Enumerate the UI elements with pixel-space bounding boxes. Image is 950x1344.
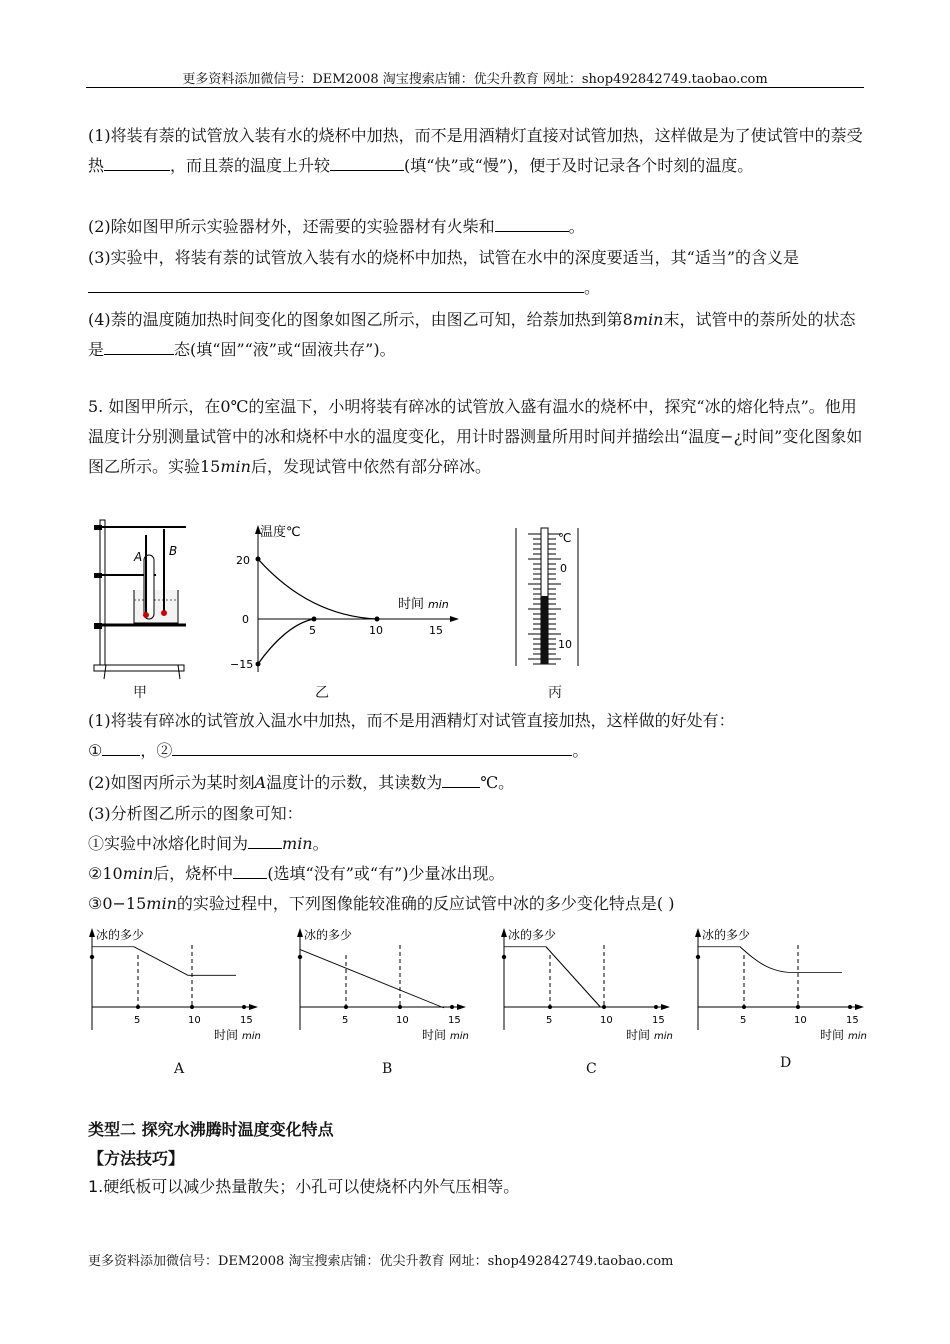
x-arrow (855, 1004, 864, 1010)
water-temperature-curve (258, 559, 377, 619)
x-axis-unit: min (654, 1031, 673, 1042)
ice-amount-curve (698, 947, 842, 973)
section-title: 类型二 探究水沸腾时温度变化特点 (88, 1120, 334, 1139)
ice-amount-curve (92, 947, 236, 976)
method-tip-1: 1.硬纸板可以减少热量散失；小孔可以使烧杯内外气压相等。 (88, 1177, 520, 1196)
beaker (134, 590, 178, 623)
option-letter-b[interactable]: B (382, 1061, 393, 1077)
answer-blank[interactable] (88, 274, 584, 293)
x-tick-dot (796, 1005, 800, 1009)
x-tick-dot (242, 1005, 246, 1009)
x-tick-dot (450, 1005, 454, 1009)
y-axis-label: 冰的多少 (702, 928, 751, 942)
x-tick-dot (136, 1005, 140, 1009)
x-tick-label: 10 (188, 1015, 201, 1026)
x-axis-label: 时间 (398, 597, 425, 612)
x-tick-dot (190, 1005, 194, 1009)
x-tick-label: 10 (794, 1015, 807, 1026)
x-axis-unit: min (848, 1031, 867, 1042)
option-graph-d[interactable] (694, 925, 874, 1045)
label-b: B (169, 544, 178, 558)
y-tick-minus15: −15 (230, 658, 254, 671)
q4-part4: (4)萘的温度随加热时间变化的图象如图乙所示，由图乙可知，给萘加热到第8min末，试管中的萘所处的状态是 态(填“固”“液”或“固液共存”)。 (88, 310, 856, 359)
x-tick-5: 5 (309, 624, 316, 637)
q5-part1: (1)将装有碎冰的试管放入温水中加热，而不是用酒精灯对试管直接加热，这样做的好处有： ① ，② 。 (88, 711, 735, 760)
start-point (90, 955, 94, 959)
y-tick-0: 0 (242, 613, 249, 626)
y-axis-label: 温度℃ (260, 525, 301, 540)
start-point (298, 955, 302, 959)
y-axis-label: 冰的多少 (304, 928, 353, 942)
x-tick-label: 15 (240, 1015, 253, 1026)
option-letter-c[interactable]: C (586, 1061, 597, 1077)
start-point (696, 955, 700, 959)
caption-yi: 乙 (315, 685, 329, 701)
option-graph-b[interactable] (296, 925, 476, 1045)
x-tick-15: 15 (429, 624, 443, 637)
option-letter-d[interactable]: D (780, 1055, 792, 1071)
x-tick-label: 5 (134, 1015, 141, 1026)
apparatus-figure (86, 515, 196, 680)
x-tick-dot (344, 1005, 348, 1009)
x-tick-label: 15 (448, 1015, 461, 1026)
option-letter-a[interactable]: A (174, 1061, 185, 1077)
x-tick-label: 15 (652, 1015, 665, 1026)
stand-base (94, 665, 184, 671)
x-tick-10: 10 (369, 624, 383, 637)
page-header: 更多资料添加微信号：DEM2008 淘宝搜索店铺：优尖升教育 网址：shop492842749.taobao.com (182, 72, 768, 87)
answer-blank[interactable] (104, 152, 170, 171)
x-tick-label: 10 (396, 1015, 409, 1026)
option-graph-c[interactable] (500, 925, 680, 1045)
stand-rod (100, 520, 105, 665)
x-axis-unit: min (428, 598, 449, 611)
q5-part2: (2)如图丙所示为某时刻A温度计的示数，其读数为 ℃。 (88, 768, 866, 798)
ice-amount-curve (504, 947, 600, 1007)
answer-blank[interactable] (495, 213, 569, 232)
x-tick-label: 5 (546, 1015, 553, 1026)
y-arrow (89, 928, 95, 937)
ice-temperature-curve (258, 619, 314, 664)
option-graph-a[interactable] (88, 925, 268, 1045)
x-tick-dot (848, 1005, 852, 1009)
x-tick-label: 10 (600, 1015, 613, 1026)
x-arrow (457, 1004, 466, 1010)
q5-part3: (3)分析图乙所示的图象可知： ①实验中冰熔化时间为 min。 ②10min后，烧杯中 (选填“没有”或“有”)少量冰出现。 ③0−15min的实验过程中，下列图像能较准确的反应试管中冰的多少变化特点是( ) (88, 804, 675, 913)
x-tick-dot (742, 1005, 746, 1009)
page-footer: 更多资料添加微信号：DEM2008 淘宝搜索店铺：优尖升教育 网址：shop492842749.taobao.com (88, 1254, 674, 1269)
caption-jia: 甲 (133, 685, 147, 701)
y-tick-20: 20 (236, 554, 250, 567)
temperature-time-chart (222, 522, 472, 682)
x-axis-unit: min (242, 1031, 261, 1042)
thermometer-tick-10: 10 (558, 638, 572, 651)
y-axis-label: 冰的多少 (508, 928, 557, 942)
caption-bing: 丙 (548, 685, 562, 701)
x-tick-dot (602, 1005, 606, 1009)
y-arrow (695, 928, 701, 937)
q4-part1: (1)将装有萘的试管放入装有水的烧杯中加热，而不是用酒精灯直接对试管加热，这样做是为了使试管中的萘受热 ，而且萘的温度上升较 (填“快”或“慢”)，便于及时记录各个时刻的温度。 (88, 126, 863, 175)
answer-blank[interactable] (248, 830, 282, 849)
x-tick-dot (398, 1005, 402, 1009)
answer-blank[interactable] (442, 769, 480, 788)
thermometer-unit: ℃ (558, 531, 572, 545)
q5-intro: 5. 如图甲所示，在0℃的室温下，小明将装有碎冰的试管放入盛有温水的烧杯中，探究“冰的熔化特点”。他用温度计分别测量试管中的冰和烧杯中水的温度变化，用计时器测量所用时间并描绘出“温度−¿时间”变化图象如图乙所示。实验15min后，发现试管中依然有部分碎冰。 (88, 397, 863, 476)
method-heading: 【方法技巧】 (88, 1149, 185, 1168)
q4-part3: (3)实验中，将装有萘的试管放入装有水的烧杯中加热，试管在水中的深度要适当，其“适当”的含义是。 (88, 248, 800, 297)
q4-part2: (2)除如图甲所示实验器材外，还需要的实验器材有火柴和 。 (88, 212, 866, 242)
thermometer-tick-0: 0 (560, 562, 567, 575)
x-tick-label: 15 (846, 1015, 859, 1026)
header-divider (86, 87, 864, 88)
answer-blank[interactable] (330, 152, 404, 171)
answer-blank[interactable] (233, 860, 267, 879)
answer-blank[interactable] (172, 737, 572, 756)
y-axis-label: 冰的多少 (96, 928, 145, 942)
y-arrow (501, 928, 507, 937)
x-arrow (661, 1004, 670, 1010)
x-axis-unit: min (450, 1031, 469, 1042)
start-point (502, 955, 506, 959)
label-a: A (134, 550, 143, 564)
x-tick-label: 5 (342, 1015, 349, 1026)
x-axis-label: 时间 (626, 1028, 651, 1042)
ice-amount-curve (300, 949, 444, 1007)
x-axis-label: 时间 (422, 1028, 447, 1042)
x-arrow (249, 1004, 258, 1010)
x-axis-label: 时间 (214, 1028, 239, 1042)
y-arrow (297, 928, 303, 937)
x-tick-dot (654, 1005, 658, 1009)
answer-blank[interactable] (102, 737, 140, 756)
x-tick-label: 5 (740, 1015, 747, 1026)
liquid-column (541, 596, 548, 664)
thermometer-reading-figure (508, 526, 588, 671)
x-tick-dot (548, 1005, 552, 1009)
x-axis-label: 时间 (820, 1028, 845, 1042)
answer-blank[interactable] (104, 336, 174, 355)
